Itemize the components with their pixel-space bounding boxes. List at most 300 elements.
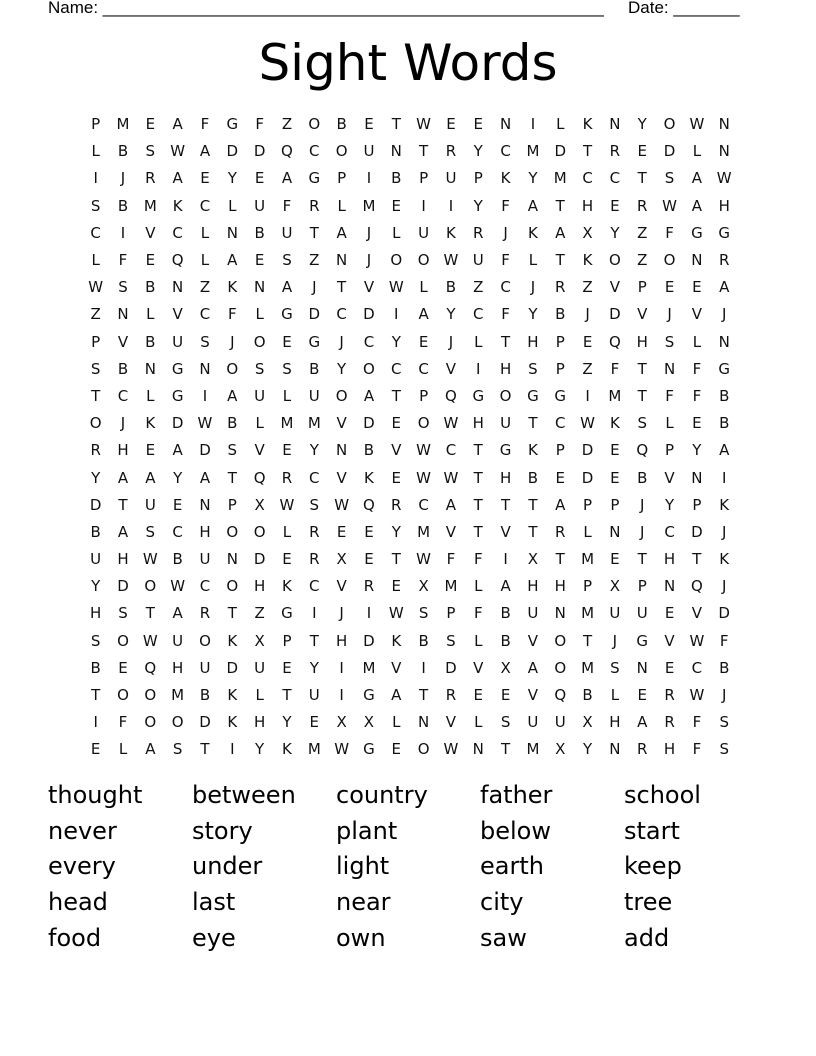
grid-letter: W (388, 278, 404, 297)
grid-letter: T (501, 495, 511, 514)
grid-letter: T (528, 495, 538, 514)
grid-letter: E (473, 686, 483, 705)
word-bank-item: add (624, 923, 670, 952)
word-bank-item: under (192, 852, 263, 881)
grid-letter: V (664, 631, 675, 650)
grid-letter: T (391, 115, 401, 134)
grid-letter: G (171, 359, 184, 378)
grid-row (82, 546, 738, 573)
grid-letter: M (362, 196, 376, 215)
grid-letter: Q (144, 658, 157, 677)
grid-letter: R (199, 604, 211, 623)
grid-letter: N (336, 441, 348, 460)
grid-letter: H (499, 468, 512, 487)
grid-letter: I (230, 740, 235, 759)
grid-letter: L (282, 522, 292, 541)
grid-letter: W (197, 414, 213, 433)
grid-letter: Y (337, 359, 347, 378)
grid-letter: O (608, 251, 621, 270)
grid-letter: S (227, 441, 238, 460)
grid-letter: E (446, 115, 456, 134)
grid-letter: O (417, 251, 430, 270)
grid-letter: H (609, 713, 621, 732)
grid-letter: M (362, 658, 376, 677)
grid-row (82, 464, 738, 491)
grid-letter: O (253, 522, 266, 541)
grid-letter: A (391, 686, 402, 705)
grid-letter: T (391, 550, 401, 569)
grid-letter: O (89, 414, 102, 433)
grid-letter: A (418, 305, 429, 324)
grid-letter: C (473, 305, 484, 324)
grid-letter: E (637, 142, 647, 161)
grid-letter: K (282, 740, 292, 759)
grid-letter: T (337, 278, 347, 297)
grid-letter: V (445, 359, 457, 378)
grid-letter: O (363, 359, 375, 378)
grid-row (82, 329, 738, 356)
grid-letter: M (143, 196, 157, 215)
grid-letter: P (227, 495, 237, 514)
grid-letter: L (282, 386, 292, 405)
grid-letter: J (640, 522, 645, 541)
grid-letter: E (364, 115, 374, 134)
grid-letter: H (718, 196, 730, 215)
grid-letter: E (664, 604, 675, 623)
grid-letter: T (528, 522, 538, 541)
grid-letter: D (363, 631, 375, 650)
grid-letter: B (391, 169, 402, 188)
grid-letter: F (118, 251, 128, 270)
grid-letter: N (117, 305, 129, 324)
grid-letter: G (281, 305, 293, 324)
grid-letter: I (202, 386, 208, 405)
grid-letter: I (339, 658, 344, 677)
grid-letter: T (528, 414, 538, 433)
grid-letter: L (200, 223, 210, 242)
grid-letter: C (445, 441, 457, 460)
grid-letter: O (117, 631, 129, 650)
grid-letter: D (253, 550, 266, 569)
grid-letter: E (692, 414, 702, 433)
grid-letter: W (416, 115, 432, 134)
grid-letter: T (309, 631, 319, 650)
grid-letter: I (448, 196, 454, 215)
grid-letter: C (500, 142, 511, 161)
word-bank-row (48, 920, 788, 956)
grid-letter: R (664, 686, 675, 705)
grid-letter: L (392, 223, 401, 242)
grid-letter: O (417, 414, 430, 433)
grid-letter: K (527, 441, 538, 460)
grid-row (82, 356, 738, 383)
word-bank-item: head (48, 888, 108, 917)
grid-letter: V (609, 278, 621, 297)
grid-letter: S (528, 359, 538, 378)
grid-letter: R (281, 468, 293, 487)
grid-letter: U (254, 196, 266, 215)
grid-letter: V (391, 658, 402, 677)
grid-letter: Q (363, 495, 375, 514)
grid-letter: J (530, 278, 536, 297)
grid-row (82, 682, 738, 709)
grid-row (82, 301, 738, 328)
grid-letter: E (145, 115, 156, 134)
word-bank (48, 778, 788, 956)
word-bank-item: country (336, 781, 428, 810)
grid-letter: V (527, 686, 539, 705)
grid-row (82, 709, 738, 736)
grid-letter: C (336, 305, 347, 324)
grid-letter: S (637, 414, 647, 433)
grid-letter: W (142, 550, 158, 569)
word-bank-item: between (192, 781, 296, 810)
grid-letter: G (226, 115, 239, 134)
grid-letter: C (199, 577, 211, 596)
grid-letter: L (474, 713, 483, 732)
grid-letter: E (282, 332, 292, 351)
grid-letter: O (390, 251, 403, 270)
grid-letter: W (443, 740, 459, 759)
grid-letter: F (227, 305, 237, 324)
grid-letter: T (419, 142, 429, 161)
grid-letter: Y (528, 305, 538, 324)
grid-letter: K (227, 631, 238, 650)
grid-letter: B (527, 468, 539, 487)
grid-letter: A (555, 495, 566, 514)
grid-letter: N (199, 359, 211, 378)
grid-letter: T (637, 386, 647, 405)
grid-letter: D (363, 414, 375, 433)
grid-letter: X (527, 550, 539, 569)
grid-letter: D (363, 305, 375, 324)
grid-letter: J (721, 305, 727, 324)
grid-letter: W (716, 169, 732, 188)
grid-letter: A (719, 278, 730, 297)
grid-letter: O (144, 686, 157, 705)
grid-letter: S (309, 495, 320, 514)
grid-letter: E (254, 169, 265, 188)
grid-letter: G (363, 686, 375, 705)
grid-letter: S (500, 713, 511, 732)
grid-letter: T (227, 468, 237, 487)
word-bank-item: plant (336, 816, 398, 845)
grid-letter: R (90, 441, 101, 460)
grid-letter: S (446, 631, 456, 650)
grid-letter: N (636, 658, 648, 677)
grid-letter: A (145, 468, 156, 487)
grid-letter: Y (227, 169, 237, 188)
grid-letter: N (254, 278, 266, 297)
grid-letter: M (581, 550, 595, 569)
grid-letter: C (172, 223, 183, 242)
grid-letter: F (665, 223, 674, 242)
grid-letter: D (718, 604, 730, 623)
grid-letter: E (637, 686, 647, 705)
grid-letter: I (721, 468, 727, 487)
grid-letter: W (416, 441, 432, 460)
grid-letter: O (335, 386, 348, 405)
grid-row (82, 274, 738, 301)
grid-letter: A (719, 441, 730, 460)
grid-letter: I (421, 196, 426, 215)
grid-letter: F (200, 115, 210, 134)
grid-letter: L (228, 196, 237, 215)
grid-letter: Y (91, 468, 101, 487)
grid-letter: V (664, 468, 675, 487)
grid-letter: B (117, 359, 129, 378)
grid-letter: W (662, 196, 677, 215)
grid-letter: L (255, 414, 264, 433)
grid-letter: I (366, 169, 372, 188)
grid-letter: F (692, 713, 702, 732)
grid-letter: J (640, 495, 645, 514)
grid-letter: Z (637, 223, 648, 242)
grid-letter: W (388, 604, 404, 623)
grid-letter: U (144, 495, 156, 514)
grid-letter: N (144, 359, 156, 378)
grid-row (82, 655, 738, 682)
grid-letter: B (500, 631, 511, 650)
word-bank-item: below (480, 816, 551, 845)
grid-letter: R (718, 251, 730, 270)
grid-letter: B (227, 414, 238, 433)
grid-letter: A (145, 740, 156, 759)
grid-letter: S (418, 604, 429, 623)
grid-letter: X (254, 631, 265, 650)
grid-letter: U (445, 169, 457, 188)
grid-letter: R (309, 196, 320, 215)
grid-letter: L (255, 305, 264, 324)
grid-letter: M (581, 604, 595, 623)
grid-letter: I (394, 305, 399, 324)
grid-row (82, 492, 738, 519)
grid-row (82, 437, 738, 464)
grid-row (82, 193, 738, 220)
grid-letter: V (172, 305, 183, 324)
grid-letter: H (527, 577, 539, 596)
grid-letter: R (555, 278, 566, 297)
grid-letter: F (692, 740, 702, 759)
grid-letter: N (663, 577, 676, 596)
grid-letter: Y (664, 495, 675, 514)
grid-letter: B (145, 332, 156, 351)
grid-letter: B (719, 658, 730, 677)
grid-letter: N (336, 251, 348, 270)
grid-letter: O (144, 577, 157, 596)
grid-row (82, 111, 738, 138)
grid-letter: V (473, 658, 484, 677)
grid-letter: F (282, 196, 292, 215)
grid-letter: W (416, 468, 432, 487)
grid-letter: T (582, 631, 593, 650)
name-line: Name: _____________________________________________________ (48, 0, 604, 17)
letter-grid (82, 111, 738, 764)
grid-letter: C (391, 359, 402, 378)
grid-letter: O (308, 115, 321, 134)
grid-letter: U (363, 142, 375, 161)
grid-letter: Y (391, 522, 401, 541)
grid-letter: X (363, 713, 375, 732)
grid-letter: S (200, 332, 210, 351)
grid-letter: F (665, 386, 674, 405)
grid-letter: T (473, 468, 483, 487)
grid-letter: J (366, 251, 372, 270)
grid-letter: L (200, 251, 210, 270)
grid-letter: K (364, 468, 374, 487)
grid-letter: D (199, 713, 211, 732)
grid-letter: E (692, 278, 702, 297)
grid-letter: E (664, 658, 675, 677)
grid-letter: J (612, 631, 618, 650)
grid-letter: L (255, 686, 264, 705)
grid-letter: B (309, 359, 320, 378)
grid-letter: O (226, 577, 239, 596)
grid-letter: E (391, 196, 402, 215)
word-bank-item: story (192, 816, 253, 845)
grid-letter: Y (473, 142, 483, 161)
grid-letter: D (581, 468, 594, 487)
grid-row (82, 410, 738, 437)
grid-letter: B (719, 386, 730, 405)
grid-letter: G (636, 631, 649, 650)
grid-letter: K (500, 169, 511, 188)
grid-letter: H (117, 441, 129, 460)
grid-letter: Y (255, 740, 265, 759)
grid-letter: Q (554, 686, 567, 705)
grid-letter: A (281, 169, 293, 188)
grid-letter: T (637, 359, 647, 378)
grid-letter: K (582, 251, 593, 270)
grid-letter: P (91, 115, 101, 134)
grid-letter: F (501, 196, 510, 215)
grid-letter: O (417, 740, 430, 759)
grid-letter: H (253, 713, 266, 732)
grid-letter: T (473, 495, 483, 514)
grid-letter: G (499, 441, 512, 460)
word-bank-row (48, 849, 788, 885)
word-bank-item: every (48, 852, 116, 881)
grid-letter: C (199, 305, 211, 324)
grid-letter: U (472, 251, 484, 270)
grid-letter: N (226, 223, 238, 242)
grid-row (82, 383, 738, 410)
grid-letter: D (117, 577, 129, 596)
grid-letter: P (555, 441, 565, 460)
grid-letter: P (282, 631, 292, 650)
grid-letter: L (474, 332, 483, 351)
grid-letter: D (554, 142, 567, 161)
grid-letter: W (279, 495, 295, 514)
grid-letter: K (391, 631, 402, 650)
grid-letter: U (90, 550, 102, 569)
grid-letter: T (637, 169, 647, 188)
grid-letter: W (170, 142, 186, 161)
grid-letter: Y (692, 441, 702, 460)
grid-row (82, 138, 738, 165)
grid-letter: C (500, 278, 511, 297)
grid-letter: V (117, 332, 129, 351)
grid-letter: H (472, 414, 484, 433)
grid-letter: L (91, 142, 100, 161)
grid-letter: E (582, 332, 593, 351)
grid-letter: J (312, 278, 317, 297)
grid-letter: Y (473, 196, 483, 215)
grid-letter: S (90, 196, 101, 215)
grid-row (82, 736, 738, 763)
grid-letter: J (667, 305, 672, 324)
grid-letter: M (280, 414, 294, 433)
grid-letter: X (418, 577, 429, 596)
grid-letter: W (689, 631, 705, 650)
grid-letter: S (145, 522, 156, 541)
grid-letter: N (691, 251, 703, 270)
grid-letter: F (719, 631, 729, 650)
grid-letter: E (90, 740, 101, 759)
grid-letter: T (501, 740, 511, 759)
grid-letter: V (363, 278, 375, 297)
grid-letter: V (336, 414, 347, 433)
grid-letter: V (637, 305, 648, 324)
grid-letter: R (309, 550, 320, 569)
grid-letter: T (145, 604, 155, 623)
grid-letter: B (719, 414, 730, 433)
grid-letter: K (227, 278, 238, 297)
grid-letter: J (120, 414, 126, 433)
grid-letter: V (500, 522, 511, 541)
grid-letter: L (610, 686, 620, 705)
grid-letter: L (528, 251, 538, 270)
word-bank-row (48, 778, 788, 814)
grid-letter: O (199, 631, 211, 650)
grid-letter: E (309, 713, 320, 732)
grid-letter: E (336, 522, 347, 541)
grid-letter: X (336, 550, 347, 569)
word-bank-item: never (48, 816, 117, 845)
grid-letter: I (93, 713, 98, 732)
grid-letter: K (227, 686, 238, 705)
grid-letter: N (554, 604, 566, 623)
grid-letter: G (472, 386, 485, 405)
grid-letter: T (473, 441, 483, 460)
grid-letter: U (500, 414, 512, 433)
grid-letter: R (445, 686, 457, 705)
grid-letter: P (91, 332, 101, 351)
word-bank-item: thought (48, 781, 143, 810)
grid-letter: H (117, 550, 129, 569)
grid-row (82, 519, 738, 546)
grid-letter: I (530, 115, 536, 134)
grid-letter: E (555, 468, 565, 487)
grid-letter: C (172, 522, 183, 541)
grid-letter: O (499, 386, 512, 405)
grid-letter: P (555, 359, 565, 378)
grid-letter: I (93, 169, 98, 188)
grid-letter: R (555, 522, 566, 541)
grid-letter: B (637, 468, 648, 487)
grid-letter: E (391, 740, 402, 759)
grid-letter: D (445, 658, 457, 677)
grid-letter: P (419, 386, 429, 405)
word-bank-item: light (336, 852, 390, 881)
grid-letter: C (363, 332, 375, 351)
grid-letter: K (719, 495, 730, 514)
grid-letter: R (309, 522, 320, 541)
grid-letter: J (721, 522, 727, 541)
grid-letter: L (692, 332, 702, 351)
grid-letter: L (337, 196, 346, 215)
grid-letter: F (501, 305, 510, 324)
